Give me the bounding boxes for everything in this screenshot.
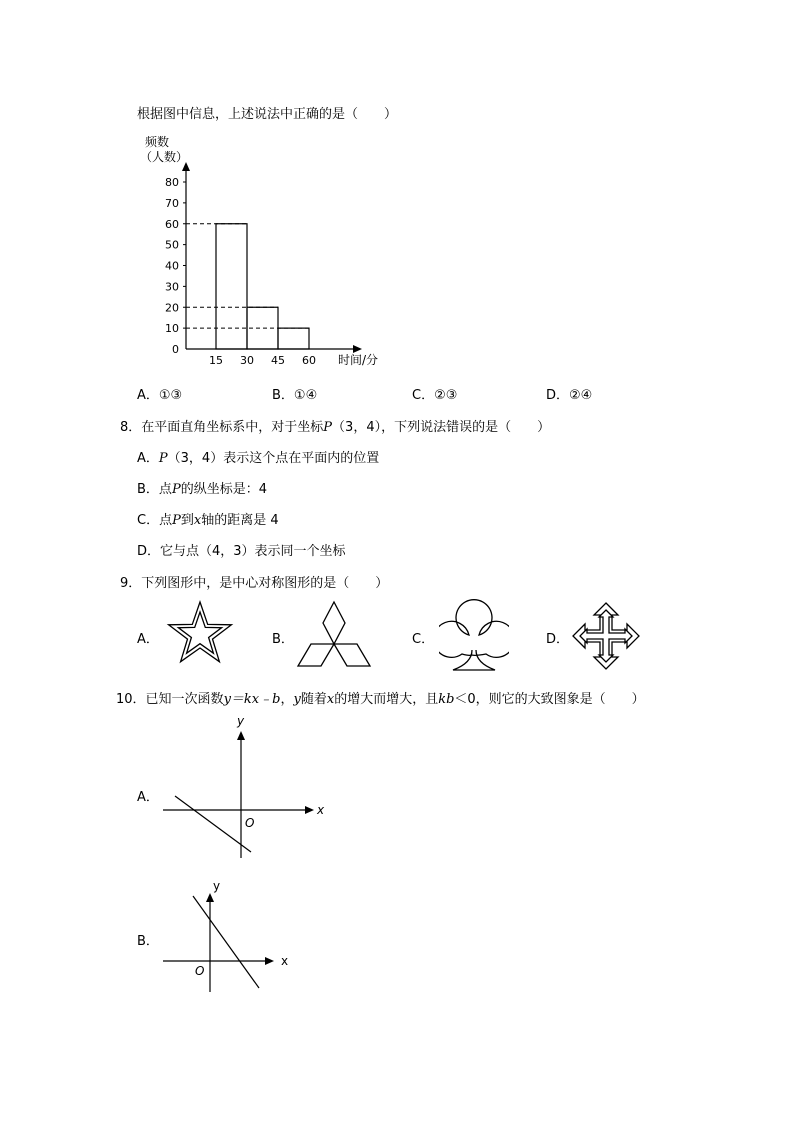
- q9-option-b[interactable]: B．: [272, 600, 382, 670]
- graph-a: [137, 712, 337, 862]
- x-axis-arrow: [353, 345, 362, 353]
- q7-option-b[interactable]: B．①④: [272, 388, 318, 403]
- x-tick-label: 15: [209, 354, 223, 367]
- q7-option-a[interactable]: A．①③: [137, 388, 183, 403]
- origin-label: O: [245, 816, 255, 830]
- y-axis-label: y: [237, 714, 245, 728]
- x-tick-label: 30: [240, 354, 254, 367]
- y-tick-label: 70: [165, 196, 179, 210]
- q8-stem: 8．在平面直角坐标系中，对于坐标P（3，4），下列说法错误的是（ ）: [120, 420, 551, 435]
- q7-option-c[interactable]: C．②③: [412, 388, 458, 403]
- x-axis-label: 时间/分: [338, 353, 379, 367]
- three-rhombus-icon: [294, 600, 374, 670]
- q8-option-d[interactable]: D．它与点（4，3）表示同一个坐标: [137, 544, 346, 559]
- q8-option-a[interactable]: A．P（3，4）表示这个点在平面内的位置: [137, 451, 380, 466]
- y-axis-label-line2: （人数）: [140, 150, 189, 164]
- y-tick-label: 10: [165, 322, 179, 336]
- y-tick-label: 60: [165, 217, 179, 231]
- x-axis-label: x: [317, 803, 325, 817]
- q10-stem: 10．已知一次函数y＝kx﹣b，y随着x的增大而增大，且kb＜0，则它的大致图象是（ ）: [116, 692, 645, 707]
- q8-option-b[interactable]: B．点P的纵坐标是：4: [137, 482, 267, 497]
- x-tick-label: 60: [302, 354, 316, 367]
- q8-option-c[interactable]: C．点P到x轴的距离是 4: [137, 513, 279, 528]
- y-axis-label-line1: 频数: [145, 135, 170, 149]
- y-tick-label: 30: [165, 280, 179, 294]
- histogram-bar: [278, 328, 309, 349]
- y-tick-label: 40: [165, 259, 179, 273]
- q10-option-b[interactable]: B． x y O: [137, 880, 307, 1000]
- y-tick-label: 50: [165, 238, 179, 252]
- star-icon: [165, 600, 235, 670]
- club-icon: [439, 598, 509, 673]
- y-tick-label: 80: [165, 176, 179, 189]
- y-axis-label: y: [213, 880, 221, 893]
- four-arrows-icon: [570, 600, 642, 672]
- q9-option-d[interactable]: D．: [546, 600, 656, 672]
- y-tick-label: 0: [172, 343, 179, 356]
- y-tick-label: 20: [165, 301, 179, 315]
- q9-stem: 9．下列图形中，是中心对称图形的是（ ）: [120, 576, 389, 591]
- histogram-bar: [216, 224, 247, 349]
- x-tick-label: 45: [271, 354, 285, 367]
- x-axis-label: x: [281, 954, 289, 968]
- graph-b: [137, 880, 307, 1000]
- frequency-histogram: [140, 132, 380, 372]
- q9-option-c[interactable]: C．: [412, 598, 522, 673]
- origin-label: O: [195, 964, 205, 978]
- q7-stem: 根据图中信息，上述说法中正确的是（ ）: [137, 107, 398, 122]
- q9-option-a[interactable]: A．: [137, 600, 247, 670]
- q7-option-d[interactable]: D．②④: [546, 388, 593, 403]
- q10-option-a[interactable]: A． x y O: [137, 712, 337, 862]
